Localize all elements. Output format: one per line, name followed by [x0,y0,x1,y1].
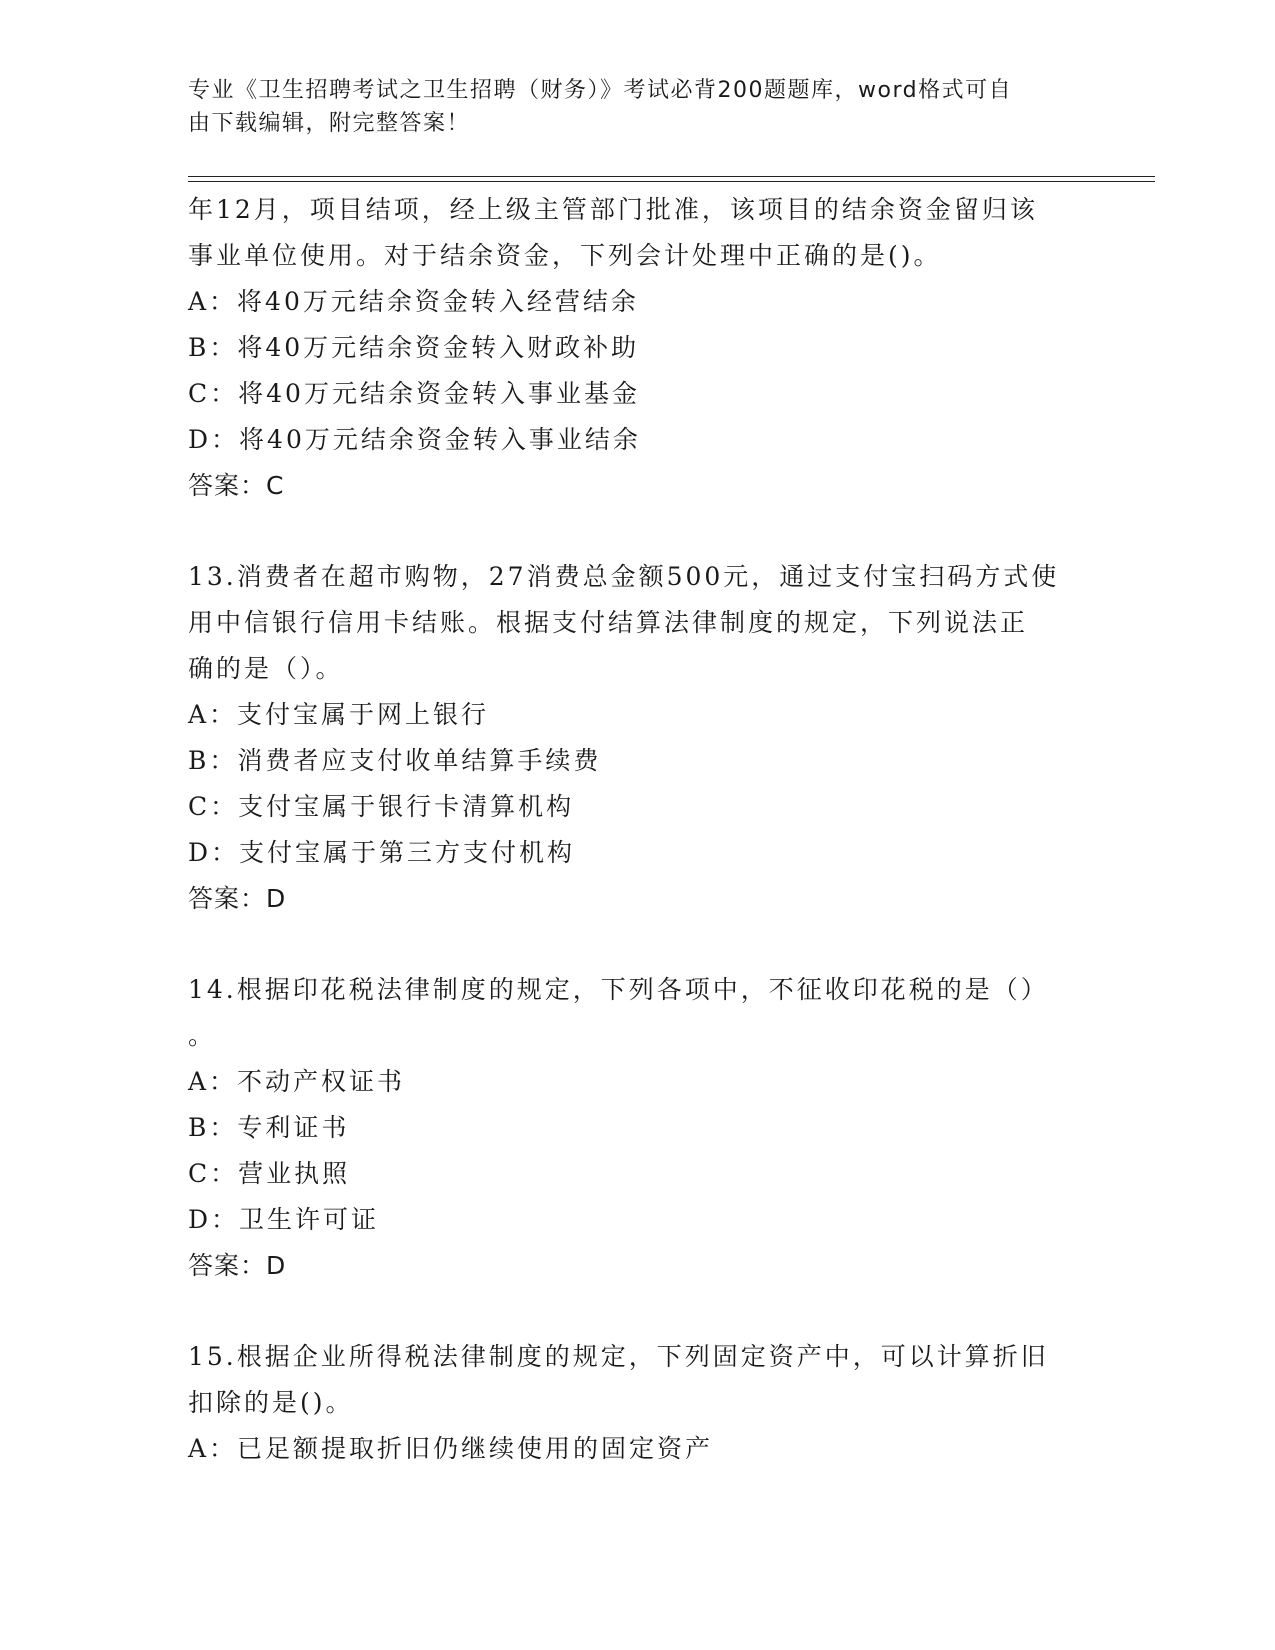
question-stem-line: 。 [188,1021,217,1050]
question-15 [188,1334,1088,1472]
option-a: A：将40万元结余资金转入经营结余 [188,287,639,316]
question-stem-line: 确的是（）。 [188,654,344,683]
option-b: B：专利证书 [188,1113,350,1142]
spacer [188,509,1088,554]
spacer [188,1289,1088,1334]
question-stem-line: 年12月，项目结项，经上级主管部门批准，该项目的结余资金留归该 [188,195,1038,224]
option-c: C：将40万元结余资金转入事业基金 [188,379,640,408]
header-divider-bottom [188,181,1155,182]
document-header [188,74,1068,140]
question-12 [188,187,1088,509]
question-stem-line: 扣除的是()。 [188,1388,354,1417]
question-stem-line: 事业单位使用。对于结余资金，下列会计处理中正确的是()。 [188,241,942,270]
answer-line: 答案：D [188,884,287,913]
header-line-2: 由下载编辑，附完整答案！ [188,111,471,136]
question-stem-line: 用中信银行信用卡结账。根据支付结算法律制度的规定，下列说法正 [188,608,1029,637]
option-b: B：消费者应支付收单结算手续费 [188,746,602,775]
question-stem-line: 13.消费者在超市购物，27消费总金额500元，通过支付宝扫码方式使 [188,562,1060,591]
option-c: C：营业执照 [188,1159,351,1188]
option-c: C：支付宝属于银行卡清算机构 [188,792,575,821]
option-d: D：卫生许可证 [188,1205,380,1234]
option-d: D：将40万元结余资金转入事业结余 [188,425,641,454]
option-d: D：支付宝属于第三方支付机构 [188,838,576,867]
answer-line: 答案：C [188,471,285,500]
option-a: A：支付宝属于网上银行 [188,700,490,729]
question-stem-line: 15.根据企业所得税法律制度的规定，下列固定资产中，可以计算折旧 [188,1342,1049,1371]
option-a: A：已足额提取折旧仍继续使用的固定资产 [188,1434,714,1463]
question-13 [188,554,1088,922]
answer-line: 答案：D [188,1251,287,1280]
option-a: A：不动产权证书 [188,1067,406,1096]
spacer [188,922,1088,967]
header-divider-top [188,176,1155,177]
question-stem-line: 14.根据印花税法律制度的规定，下列各项中，不征收印花税的是（） [188,975,1049,1004]
header-line-1: 专业《卫生招聘考试之卫生招聘（财务）》考试必背200题题库，word格式可自 [188,78,1013,103]
option-b: B：将40万元结余资金转入财政补助 [188,333,640,362]
document-body [188,187,1088,1472]
question-14 [188,967,1088,1289]
